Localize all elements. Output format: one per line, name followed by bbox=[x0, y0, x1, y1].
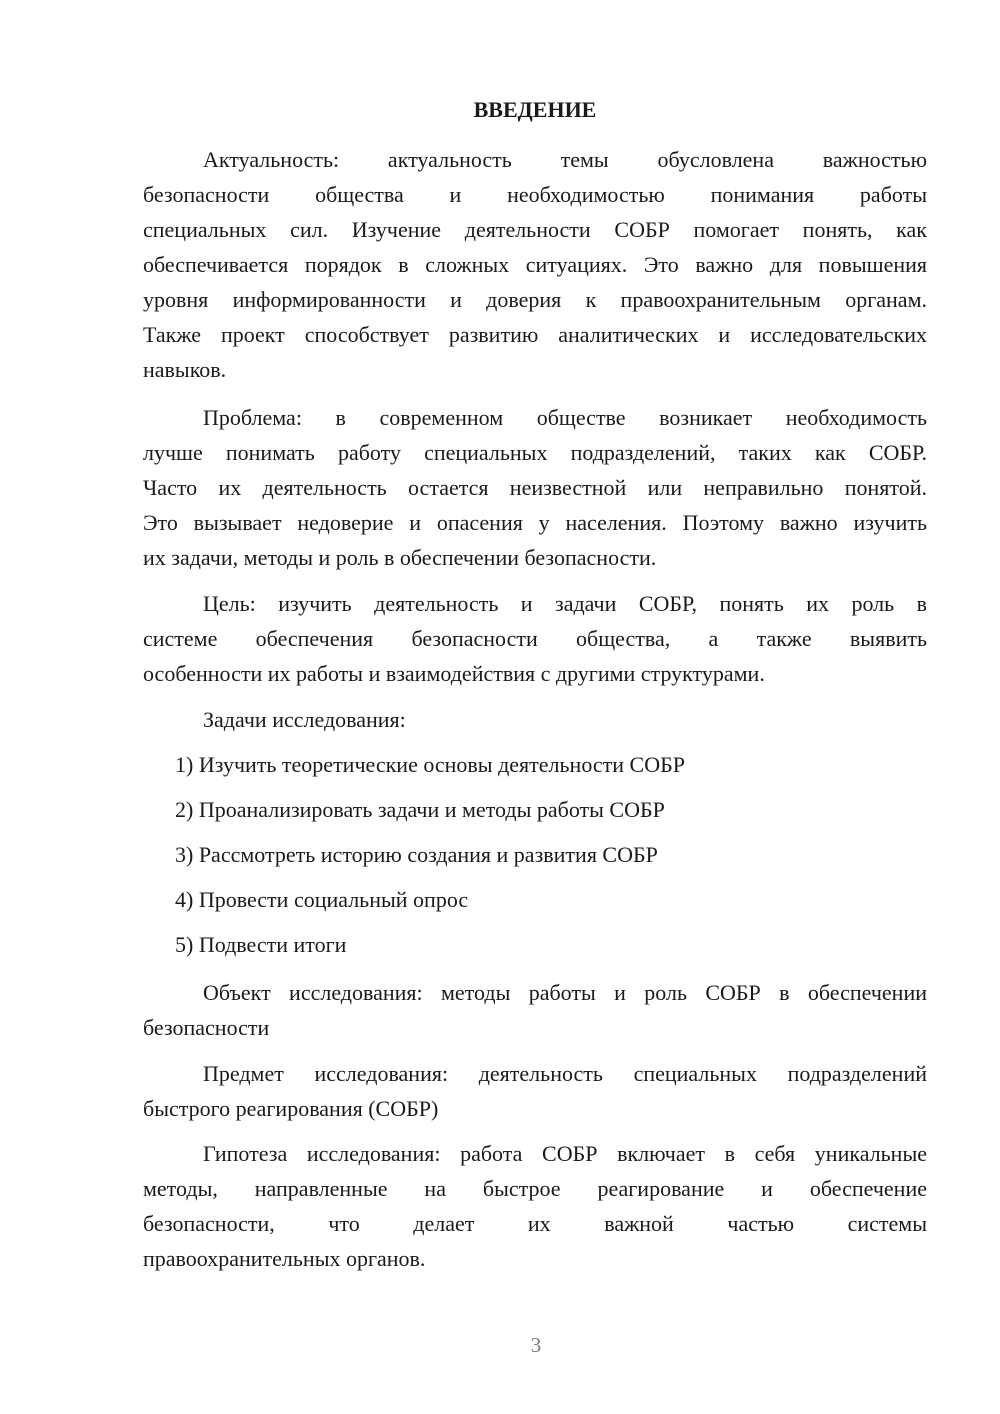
text-line: обеспечивается порядок в сложных ситуациях. Это важно для повышения bbox=[143, 252, 927, 277]
text-line: безопасности bbox=[143, 1015, 270, 1040]
text-line: Гипотеза исследования: работа СОБР включает в себя уникальные bbox=[203, 1141, 927, 1166]
page-number: 3 bbox=[530, 1333, 542, 1357]
text-line: Объект исследования: методы работы и роль СОБР в обеспечении bbox=[203, 980, 927, 1005]
text-line: безопасности, что делает их важной частью системы bbox=[143, 1211, 927, 1236]
text-line: быстрого реагирования (СОБР) bbox=[143, 1096, 439, 1121]
text-line: системе обеспечения безопасности общества, а также выявить bbox=[143, 626, 927, 651]
text-line: методы, направленные на быстрое реагирование и обеспечение bbox=[143, 1176, 927, 1201]
list-item: 1) Изучить теоретические основы деятельности СОБР bbox=[175, 752, 685, 777]
text-line: навыков. bbox=[143, 357, 227, 382]
text-line: уровня информированности и доверия к правоохранительным органам. bbox=[143, 287, 927, 312]
text-line: особенности их работы и взаимодействия с другими структурами. bbox=[143, 661, 765, 686]
text-line: Это вызывает недоверие и опасения у населения. Поэтому важно изучить bbox=[143, 510, 927, 535]
paragraph-goal bbox=[143, 586, 927, 691]
section-title: ВВЕДЕНИЕ bbox=[473, 97, 597, 122]
document-page bbox=[143, 92, 927, 1276]
list-item: 4) Провести социальный опрос bbox=[175, 887, 469, 912]
text-line: Актуальность: актуальность темы обусловлена важностью bbox=[203, 147, 927, 172]
paragraph-relevance bbox=[143, 142, 927, 387]
text-line: Проблема: в современном обществе возникает необходимость bbox=[203, 405, 927, 430]
text-line: правоохранительных органов. bbox=[143, 1246, 426, 1271]
text-line: Часто их деятельность остается неизвестной или неправильно понятой. bbox=[143, 475, 927, 500]
text-line: специальных сил. Изучение деятельности СОБР помогает понять, как bbox=[143, 217, 927, 242]
text-line: Цель: изучить деятельность и задачи СОБР, понять их роль в bbox=[203, 591, 927, 616]
tasks-list bbox=[143, 742, 927, 967]
tasks-heading bbox=[143, 702, 927, 737]
paragraph-hypothesis bbox=[143, 1136, 927, 1276]
paragraph-object bbox=[143, 975, 927, 1045]
text-line: лучше понимать работу специальных подразделений, таких как СОБР. bbox=[143, 440, 927, 465]
text-line: их задачи, методы и роль в обеспечении безопасности. bbox=[143, 545, 657, 570]
text-line: Предмет исследования: деятельность специальных подразделений bbox=[203, 1061, 927, 1086]
text-line: Также проект способствует развитию аналитических и исследовательских bbox=[143, 322, 927, 347]
list-item: 3) Рассмотреть историю создания и развития СОБР bbox=[175, 842, 658, 867]
paragraph-problem bbox=[143, 400, 927, 575]
list-item: 5) Подвести итоги bbox=[175, 932, 347, 957]
text-line: Задачи исследования: bbox=[203, 707, 406, 732]
paragraph-subject bbox=[143, 1056, 927, 1126]
text-line: безопасности общества и необходимостью понимания работы bbox=[143, 182, 927, 207]
list-item: 2) Проанализировать задачи и методы работы СОБР bbox=[175, 797, 665, 822]
